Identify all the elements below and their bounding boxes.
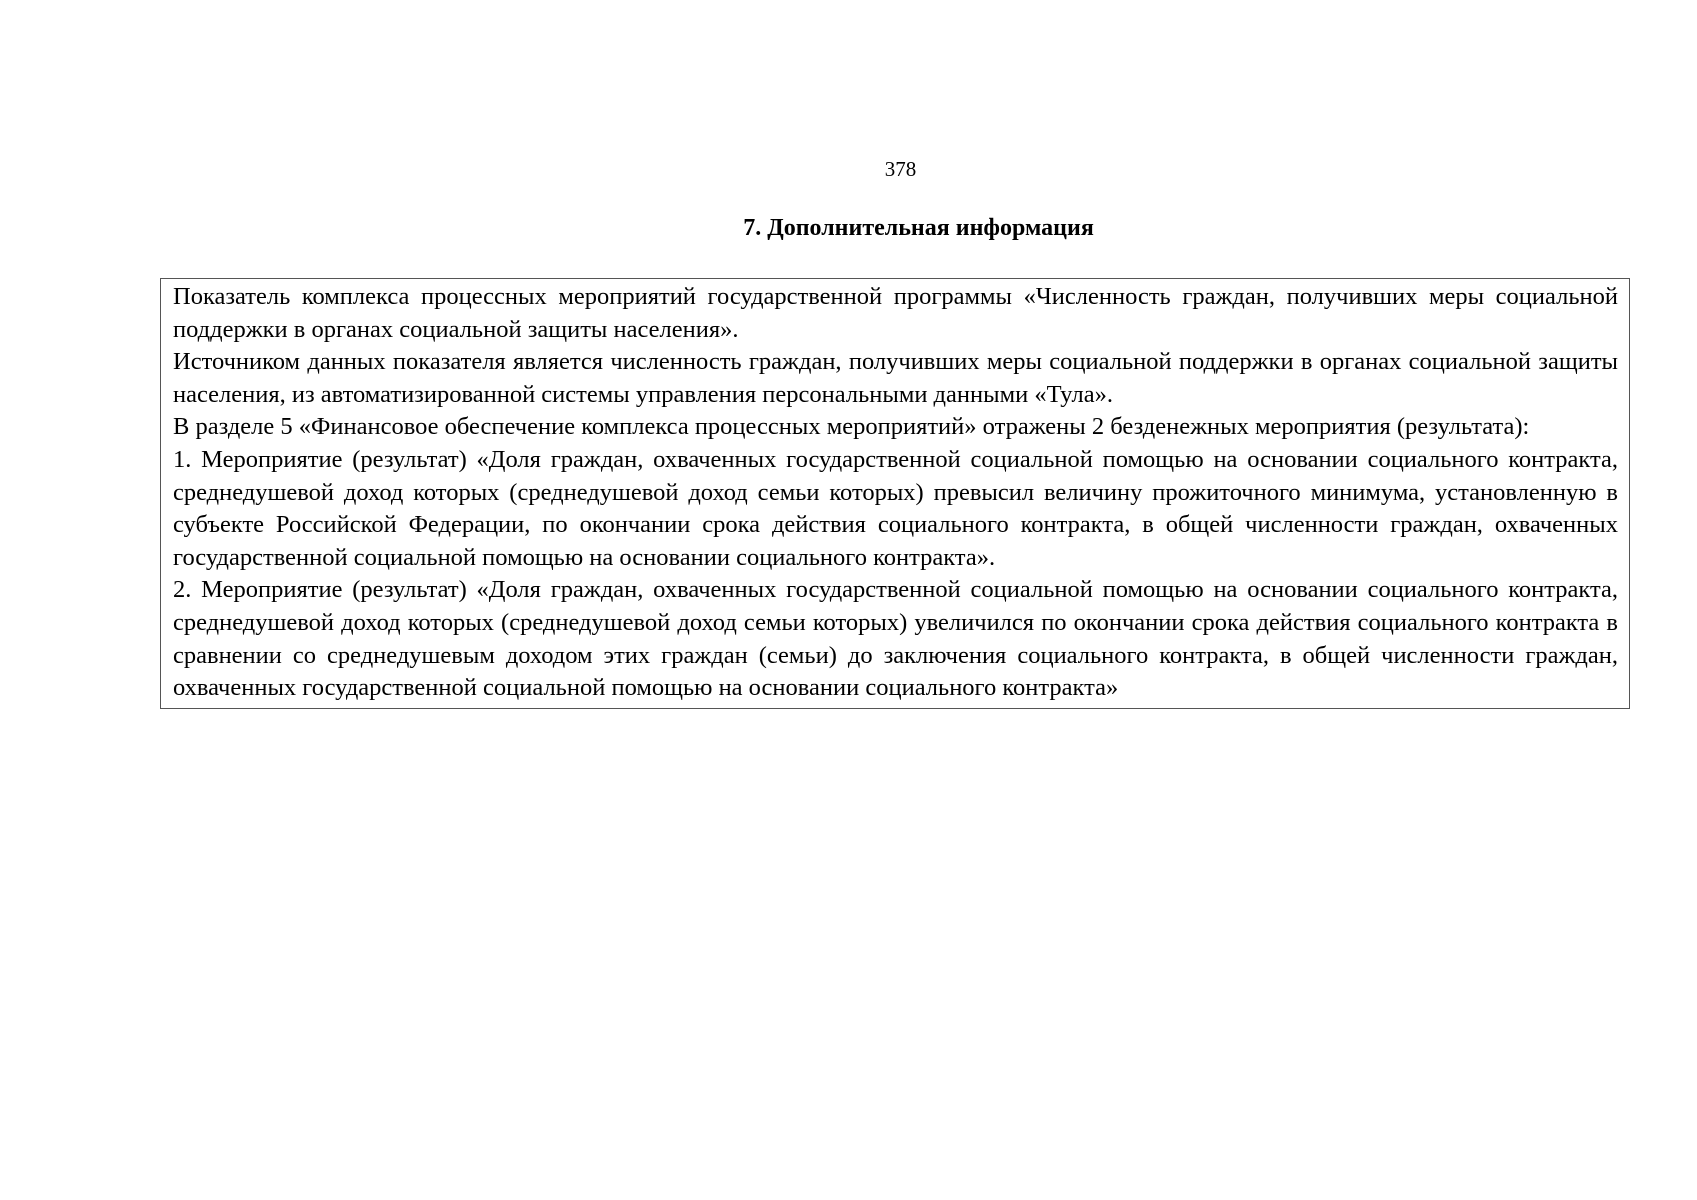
info-paragraph-data-source: Источником данных показателя является численность граждан, получивших меры социальной поддержки в органах социальной защиты населения, из автоматизированной системы управления персональными данными «Тула». xyxy=(173,348,1618,408)
additional-info-box xyxy=(160,278,1630,709)
info-paragraph-measure-1: 1. Мероприятие (результат) «Доля граждан, охваченных государственной социальной помощью на основании социального контракта, среднедушевой доход которых (среднедушевой доход семьи которых) превысил величину прожиточного минимума, установленную в субъекте Российской Федерации, по окончании срока действия социального контракта, в общей численности граждан, охваченных государственной социальной помощью на основании социального контракта». xyxy=(173,445,1618,571)
info-paragraph-indicator: Показатель комплекса процессных мероприятий государственной программы «Численность граждан, получивших меры социальной поддержки в органах социальной защиты населения». xyxy=(173,283,1618,343)
info-paragraph-section-5: В разделе 5 «Финансовое обеспечение комплекса процессных мероприятий» отражены 2 безденежных мероприятия (результата): xyxy=(173,413,1530,441)
info-paragraph-measure-2: 2. Мероприятие (результат) «Доля граждан, охваченных государственной социальной помощью на основании социального контракта, среднедушевой доход которых (среднедушевой доход семьи которых) увеличился по окончании срока действия социального контракта в сравнении со среднедушевым доходом этих граждан (семьи) до заключения социального контракта, в общей численности граждан, охваченных государственной социальной помощью на основании социального контракта» xyxy=(173,576,1618,702)
page-number: 378 xyxy=(884,157,917,181)
section-title: 7. Дополнительная информация xyxy=(743,215,1094,241)
